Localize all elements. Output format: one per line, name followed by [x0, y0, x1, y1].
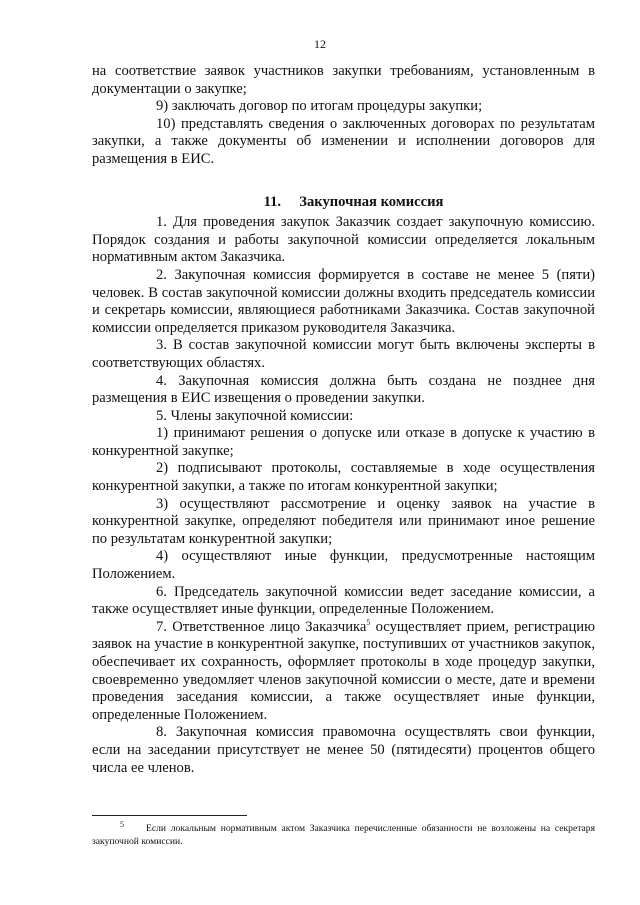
clause-1	[92, 214, 595, 267]
document-body	[92, 63, 595, 777]
subclause-text: подписывают протоколы, составляемые в ходе осуществления конкурентной закупки, а также по итогам конкурентной закупки;	[92, 460, 595, 495]
clause-text: Председатель закупочной комиссии ведет заседание комиссии, а также осуществляет иные функции, определенные Положением.	[92, 583, 595, 618]
footnote-text: Если локальным нормативным актом Заказчика перечисленные обязанности не возложены на секретаря закупочной комиссии.	[92, 823, 595, 847]
clause-4	[92, 373, 595, 408]
clause-text: Закупочная комиссия должна быть создана не позднее дня размещения в ЕИС извещения о проведении закупки.	[92, 372, 595, 407]
clause-number: 2.	[156, 266, 167, 283]
clause-text: Члены закупочной комиссии:	[170, 407, 354, 424]
clause-number: 1.	[156, 214, 167, 231]
list-number: 10)	[156, 115, 176, 132]
clause-text: Для проведения закупок Заказчик создает закупочную комиссию. Порядок создания и работы закупочной комиссии определяется локальным нормативным актом Заказчика.	[92, 214, 595, 266]
list-item-9	[92, 98, 595, 116]
clause-number: 7.	[156, 618, 167, 635]
footnote-reference[interactable]: 5	[366, 617, 371, 627]
subclause-4	[92, 548, 595, 583]
clause-text-lead: Ответственное лицо Заказчика	[172, 618, 367, 635]
section-heading	[92, 194, 595, 212]
clause-text: В состав закупочной комиссии могут быть включены эксперты в соответствующих областях.	[92, 337, 595, 371]
subclause-3	[92, 496, 595, 549]
section-title: Закупочная комиссия	[299, 193, 444, 210]
clause-number: 6.	[156, 583, 167, 600]
list-number: 9)	[156, 98, 169, 115]
clause-number: 8.	[156, 724, 167, 741]
footnote-divider	[92, 815, 247, 816]
clause-2	[92, 267, 595, 337]
clause-6	[92, 584, 595, 619]
clause-3	[92, 337, 595, 372]
subclause-number: 2)	[156, 460, 169, 477]
footnote: 5 Если локальным нормативным актом Заказчика перечисленные обязанности не возложены на секретаря закупочной комиссии.	[92, 819, 595, 847]
section-number: 11.	[263, 193, 282, 210]
clause-7	[92, 619, 595, 725]
page-number: 12	[314, 37, 326, 51]
subclause-text: осуществляют иные функции, предусмотренные настоящим Положением.	[92, 548, 595, 583]
subclause-number: 3)	[156, 495, 169, 512]
list-text: представлять сведения о заключенных договорах по результатам закупки, а также документы об изменении и исполнении договоров для размещения в ЕИС.	[92, 115, 595, 167]
list-item-10	[92, 116, 595, 169]
subclause-text: осуществляют рассмотрение и оценку заявок на участие в конкурентной закупке, определяют победителя или принимают иное решение по результатам конкурентной закупки;	[92, 495, 595, 547]
clause-text: Закупочная комиссия правомочна осуществлять свои функции, если на заседании присутствует не менее 50 (пятидесяти) процентов общего числа ее членов.	[92, 724, 595, 776]
subclause-1	[92, 425, 595, 460]
clause-number: 4.	[156, 372, 167, 389]
subclause-number: 1)	[156, 425, 169, 442]
clause-5	[92, 408, 595, 426]
clause-number: 3.	[156, 337, 167, 354]
clause-8	[92, 724, 595, 777]
list-text: заключать договор по итогам процедуры закупки;	[171, 98, 483, 115]
clause-text: осуществляет прием, регистрацию заявок на участие в конкурентной закупке, поступивших от участников закупок, обеспечивает их сохранность, оформляет протоколы в ходе процедур закупки, своевременно уведомляет членов закупочной комиссии о месте, дате и времени проведения заседания комиссии, а также осуществляет иные функции, определенные Положением.	[92, 618, 595, 723]
clause-number: 5.	[156, 407, 167, 424]
subclause-text: принимают решения о допуске или отказе в допуске к участию в конкурентной закупке;	[92, 425, 595, 459]
subclause-2	[92, 460, 595, 495]
paragraph-continuation: на соответствие заявок участников закупки требованиям, установленным в документации о закупке;	[92, 63, 595, 97]
clause-text: Закупочная комиссия формируется в составе не менее 5 (пяти) человек. В состав закупочной комиссии должны входить председатель комиссии и секретарь комиссии, являющиеся работниками Заказчика. Состав закупочной комиссии определяется приказом руководителя Заказчика.	[92, 266, 595, 336]
subclause-number: 4)	[156, 548, 169, 565]
